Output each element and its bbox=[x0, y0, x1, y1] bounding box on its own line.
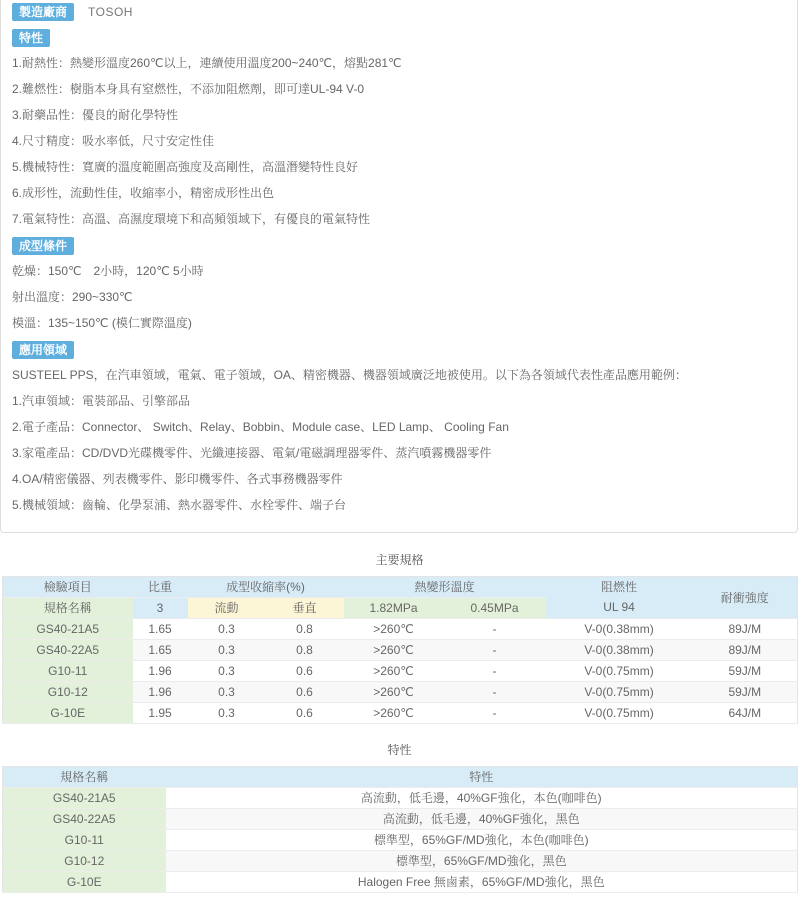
cell-grade: G10-11 bbox=[3, 830, 166, 851]
header-impact-strength: 耐衝強度 bbox=[693, 577, 798, 619]
spec-header-row bbox=[3, 577, 798, 598]
spec-table-title: 主要規格 bbox=[375, 553, 424, 567]
application-item: 2.電子產品：Connector、 Switch、Relay、Bobbin、Module case、LED Lamp、 Cooling Fan bbox=[12, 420, 509, 434]
feature-item: 5.機械特性：寬廣的溫度範圍高強度及高剛性，高溫潛變特性良好 bbox=[12, 160, 359, 174]
cell-flame: V-0(0.38mm) bbox=[546, 640, 693, 661]
header-heat-deflection: 熱變形溫度 bbox=[344, 577, 546, 598]
cell-hdt-182: >260℃ bbox=[344, 619, 444, 640]
applications-badge: 應用領域 bbox=[12, 341, 74, 359]
cell-vertical: 0.6 bbox=[266, 703, 344, 724]
feature-item: 6.成形性，流動性佳，收縮率小，精密成形性出色 bbox=[12, 186, 275, 200]
cell-flow: 0.3 bbox=[188, 661, 266, 682]
cell-hdt-045: - bbox=[444, 661, 546, 682]
spec-table bbox=[2, 576, 798, 724]
cell-vertical: 0.8 bbox=[266, 640, 344, 661]
cell-grade: G10-12 bbox=[3, 851, 166, 872]
header-specific-gravity: 比重 bbox=[133, 577, 188, 598]
cell-hdt-045: - bbox=[444, 619, 546, 640]
cell-vertical: 0.6 bbox=[266, 661, 344, 682]
cell-grade: G-10E bbox=[3, 872, 166, 893]
cell-hdt-045: - bbox=[444, 640, 546, 661]
subheader-flow: 流動 bbox=[188, 598, 266, 619]
applications-heading-row bbox=[1, 336, 797, 362]
manufacturer-row bbox=[1, 0, 797, 24]
header-grade: 規格名稱 bbox=[3, 767, 166, 788]
cell-hdt-182: >260℃ bbox=[344, 661, 444, 682]
spec-row bbox=[3, 640, 798, 661]
manufacturer-name: TOSOH bbox=[88, 4, 133, 19]
cell-grade: G10-12 bbox=[3, 682, 133, 703]
cell-impact: 59J/M bbox=[693, 661, 798, 682]
cell-flame: V-0(0.75mm) bbox=[546, 682, 693, 703]
cell-property: 標準型，65%GF/MD強化，黑色 bbox=[166, 851, 798, 872]
property-row bbox=[3, 830, 798, 851]
cell-flow: 0.3 bbox=[188, 703, 266, 724]
property-header-row bbox=[3, 767, 798, 788]
molding-item: 乾燥：150℃ 2小時，120℃ 5小時 bbox=[12, 264, 204, 278]
cell-hdt-182: >260℃ bbox=[344, 703, 444, 724]
application-item: 5.機械領域：齒輪、化學泵浦、熱水器零件、水栓零件、端子台 bbox=[12, 498, 347, 512]
cell-hdt-045: - bbox=[444, 682, 546, 703]
cell-hdt-182: >260℃ bbox=[344, 640, 444, 661]
cell-flow: 0.3 bbox=[188, 682, 266, 703]
features-heading-row bbox=[1, 24, 797, 50]
applications-intro: SUSTEEL PPS，在汽車領域，電氣、電子領域，OA、精密機器、機器領域廣泛地被使用。以下為各領域代表性產品應用範例： bbox=[12, 368, 687, 382]
header-flame-label: 阻燃性 bbox=[601, 580, 638, 594]
property-row bbox=[3, 788, 798, 809]
application-item: 1.汽車領域：電裝部品、引擎部品 bbox=[12, 394, 191, 408]
subheader-hdt-045: 0.45MPa bbox=[444, 598, 546, 619]
spec-row bbox=[3, 703, 798, 724]
property-row bbox=[3, 851, 798, 872]
property-row bbox=[3, 809, 798, 830]
cell-property: 高流動，低毛邊，40%GF強化，黑色 bbox=[166, 809, 798, 830]
cell-flow: 0.3 bbox=[188, 640, 266, 661]
cell-grade: GS40-21A5 bbox=[3, 788, 166, 809]
header-property: 特性 bbox=[166, 767, 798, 788]
cell-grade: GS40-22A5 bbox=[3, 809, 166, 830]
cell-grade: G-10E bbox=[3, 703, 133, 724]
cell-flame: V-0(0.38mm) bbox=[546, 619, 693, 640]
cell-vertical: 0.8 bbox=[266, 619, 344, 640]
cell-sg: 1.65 bbox=[133, 640, 188, 661]
cell-grade: G10-11 bbox=[3, 661, 133, 682]
subheader-vertical: 垂直 bbox=[266, 598, 344, 619]
molding-item: 射出溫度：290~330℃ bbox=[12, 290, 133, 304]
cell-property: Halogen Free 無鹵素，65%GF/MD強化，黑色 bbox=[166, 872, 798, 893]
cell-grade: GS40-21A5 bbox=[3, 619, 133, 640]
cell-vertical: 0.6 bbox=[266, 682, 344, 703]
application-item: 4.OA/精密儀器、列表機零件、影印機零件、各式事務機器零件 bbox=[12, 472, 343, 486]
cell-property: 標準型，65%GF/MD強化，本色(咖啡色) bbox=[166, 830, 798, 851]
cell-sg: 1.65 bbox=[133, 619, 188, 640]
cell-sg: 1.95 bbox=[133, 703, 188, 724]
feature-item: 4.尺寸精度：吸水率低，尺寸安定性佳 bbox=[12, 134, 215, 148]
header-test-item: 檢驗項目 bbox=[3, 577, 133, 598]
cell-flame: V-0(0.75mm) bbox=[546, 661, 693, 682]
molding-badge: 成型條件 bbox=[12, 237, 74, 255]
feature-item: 1.耐熱性：熱變形溫度260℃以上，連續使用溫度200~240℃，熔點281℃ bbox=[12, 56, 402, 70]
cell-impact: 64J/M bbox=[693, 703, 798, 724]
molding-heading-row bbox=[1, 232, 797, 258]
cell-sg: 1.96 bbox=[133, 682, 188, 703]
property-row bbox=[3, 872, 798, 893]
subheader-hdt-182: 1.82MPa bbox=[344, 598, 444, 619]
feature-item: 7.電氣特性：高溫、高濕度環境下和高頻領域下，有優良的電氣特性 bbox=[12, 212, 371, 226]
features-badge: 特性 bbox=[12, 29, 50, 47]
spec-row bbox=[3, 619, 798, 640]
cell-impact: 89J/M bbox=[693, 640, 798, 661]
cell-flow: 0.3 bbox=[188, 619, 266, 640]
feature-item: 3.耐藥品性：優良的耐化學特性 bbox=[12, 108, 179, 122]
header-flame-standard: UL 94 bbox=[603, 600, 635, 614]
application-item: 3.家電產品：CD/DVD光碟機零件、光纖連接器、電氣/電磁調理器零件、蒸汽噴霧機器零件 bbox=[12, 446, 492, 460]
cell-sg: 1.96 bbox=[133, 661, 188, 682]
header-shrinkage: 成型收縮率(%) bbox=[188, 577, 344, 598]
subheader-grade: 規格名稱 bbox=[3, 598, 133, 619]
cell-hdt-045: - bbox=[444, 703, 546, 724]
cell-flame: V-0(0.75mm) bbox=[546, 703, 693, 724]
property-table-title: 特性 bbox=[387, 743, 412, 757]
molding-item: 模溫：135~150℃ (模仁實際溫度) bbox=[12, 316, 192, 330]
cell-impact: 59J/M bbox=[693, 682, 798, 703]
feature-item: 2.難燃性：樹脂本身具有窒燃性，不添加阻燃劑，即可達UL-94 V-0 bbox=[12, 82, 365, 96]
subheader-sg-value: 3 bbox=[133, 598, 188, 619]
cell-hdt-182: >260℃ bbox=[344, 682, 444, 703]
spec-row bbox=[3, 682, 798, 703]
manufacturer-badge: 製造廠商 bbox=[12, 3, 74, 21]
spec-row bbox=[3, 661, 798, 682]
cell-property: 高流動，低毛邊，40%GF強化，本色(咖啡色) bbox=[166, 788, 798, 809]
cell-grade: GS40-22A5 bbox=[3, 640, 133, 661]
property-table bbox=[2, 766, 798, 893]
header-flame-retardancy bbox=[546, 577, 693, 619]
cell-impact: 89J/M bbox=[693, 619, 798, 640]
